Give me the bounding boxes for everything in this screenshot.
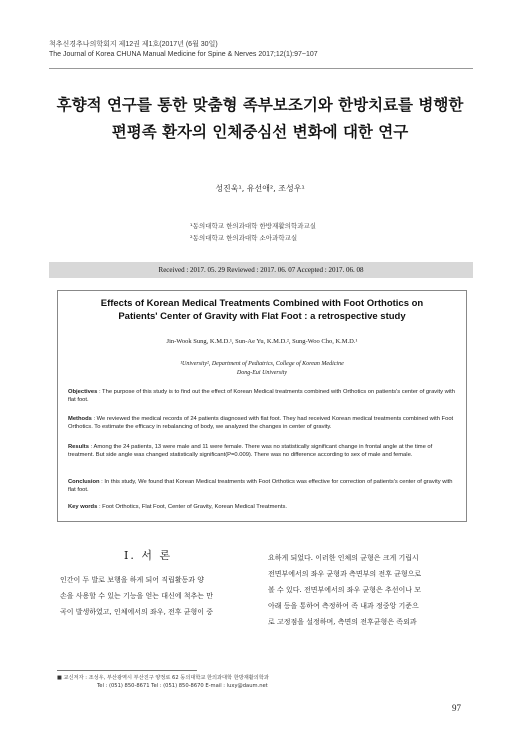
abstract-title — [58, 297, 466, 323]
page-number: 97 — [452, 703, 461, 713]
footnote-rule — [57, 670, 197, 671]
footnote-line2: Tel : (051) 850-8671 Tel : (051) 850-8670 E-mail : luxy@daum.net — [97, 683, 268, 689]
conclusion-label: Conclusion — [68, 479, 100, 485]
objectives-text: : The purpose of this study is to find out the effect of Korean Medical treatments combined with Orthotics on patients's center of gravity with flat foot. — [68, 389, 455, 403]
affiliation-ko-2: ²동의대학교 한의과대학 소아과학교실 — [190, 234, 298, 242]
affiliation-en-2: Dong-Eui University — [236, 370, 288, 376]
abstract-results — [68, 443, 458, 459]
header-rule — [49, 68, 473, 69]
abstract-keywords — [68, 503, 458, 511]
intro-left-line: 인간이 두 발로 보행을 하게 되어 직립활동과 양 — [60, 576, 205, 584]
intro-right-line: 전면부에서의 좌우 균형과 측면부의 전후 균형으로 — [268, 570, 422, 578]
conclusion-text: : In this study, We found that Korean Medical treatments with Foot Orthotics was effective for correction of patients's center of gravity with flat foot. — [68, 479, 453, 493]
abstract-title-line2: Patients' Center of Gravity with Flat Foot : a retrospective study — [118, 311, 406, 322]
footnote-line1: ■ 교신저자 : 조성우, 부산광역시 부산진구 양정로 62 동의대학교 한의과대학 한방재활의학과 — [57, 675, 269, 681]
methods-text: : We reviewed the medical records of 24 patients diagnosed with flat foot. They had received Korean medical treatments combined with Foot Orthotics. To estimate the efficacy in rebalancing of body, we analyzed the changes in center of gravity. — [68, 416, 454, 430]
authors-ko: 성진욱¹, 유선애², 조성우¹ — [215, 184, 305, 193]
authors-en: Jin-Wook Sung, K.M.D.¹, Sun-Ae Yu, K.M.D.², Sung-Woo Cho, K.M.D.¹ — [166, 338, 358, 345]
intro-left-column — [60, 572, 213, 620]
affiliation-en-1: ¹University², Department of Pediatrics, College of Korean Medicine — [180, 361, 344, 367]
abstract-box — [57, 290, 467, 522]
abstract-conclusion — [68, 478, 458, 494]
abstract-objectives — [68, 388, 458, 404]
intro-right-column — [268, 550, 421, 630]
results-text: : Among the 24 patients, 13 were male and 11 were female. There was no statistically significant change in frontal angle at the time of treatment. But side angle was changed statistically significant(P=0.009). There was no difference according to sex of male and female. — [68, 444, 433, 458]
intro-left-line: 손을 사용할 수 있는 기능을 얻는 대신에 척추는 만 — [60, 592, 214, 600]
abstract-methods — [68, 415, 458, 431]
journal-header — [49, 40, 318, 60]
intro-left-line: 곡이 발생하였고, 인체에서의 좌우, 전후 균형이 중 — [60, 608, 214, 616]
keywords-label: Key words — [68, 504, 98, 510]
affiliation-ko-1: ¹동의대학교 한의과대학 한방재활의학과교실 — [190, 222, 317, 230]
abstract-title-line1: Effects of Korean Medical Treatments Combined with Foot Orthotics on — [100, 298, 424, 309]
objectives-label: Objectives — [68, 389, 98, 395]
intro-right-line: 볼 수 있다. 전면부에서의 좌우 균형은 추선이나 모 — [268, 586, 422, 594]
intro-right-line: 로 고정점을 설정하며, 측면의 전후균형은 족외과 — [268, 618, 417, 626]
section-title-intro: I. 서 론 — [124, 549, 173, 562]
journal-title-ko: 척추신경추나의학회지 제12권 제1호(2017년 (6월 30일) — [49, 41, 218, 48]
keywords-text: : Foot Orthotics, Flat Foot, Center of Gravity, Korean Medical Treatments. — [97, 504, 287, 510]
title-ko-line1: 후향적 연구를 통한 맞춤형 족부보조기와 한방치료를 병행한 — [56, 96, 464, 114]
results-label: Results — [68, 444, 89, 450]
journal-title-en: The Journal of Korea CHUNA Manual Medicine for Spine & Nerves 2017;12(1):97~107 — [49, 51, 318, 58]
title-ko-line2: 편평족 환자의 인체중심선 변화에 대한 연구 — [111, 123, 409, 141]
methods-label: Methods — [68, 416, 92, 422]
intro-right-line: 요하게 되었다. 이러한 인체의 균형은 크게 기립시 — [268, 554, 419, 562]
received-dates: Received : 2017. 05. 29 Reviewed : 2017. 06. 07 Accepted : 2017. 06. 08 — [49, 262, 473, 278]
intro-right-line: 아래 등을 통하여 측정하여 족 내과 정중앙 기준으 — [268, 602, 419, 610]
corresponding-author-footnote — [57, 674, 269, 690]
